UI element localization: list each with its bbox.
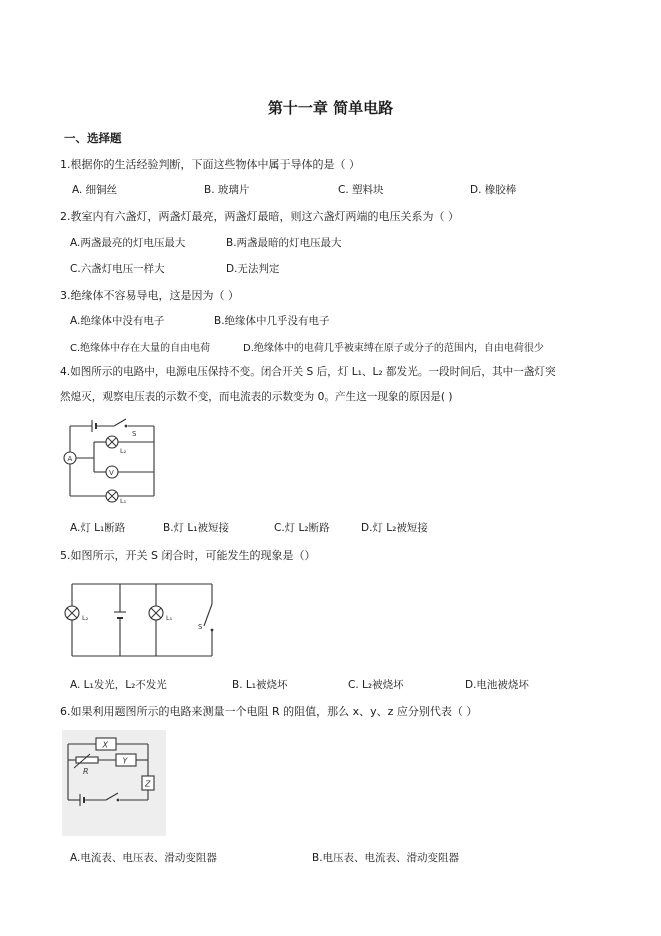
question-1-option-b: B. 玻璃片 [204, 184, 250, 196]
question-5-circuit-diagram [62, 578, 222, 662]
q4-label-ammeter: A [67, 455, 73, 463]
question-5-option-c: C. L₂被烧坏 [348, 679, 404, 691]
question-6-option-b: B.电压表、电流表、滑动变阻器 [312, 852, 460, 864]
q5-label-l1: L₁ [166, 614, 173, 622]
q4-label-voltmeter: V [109, 469, 114, 477]
question-5-option-a: A. L₁发光，L₂不发光 [70, 679, 167, 691]
question-4-stem-line-1: 4.如图所示的电路中，电源电压保持不变。闭合开关 S 后，灯 L₁、L₂ 都发光。一段时间后，其中一盏灯突 [60, 366, 556, 378]
question-2-option-d: D.无法判定 [226, 263, 280, 275]
question-5-option-d: D.电池被烧坏 [465, 679, 529, 691]
question-2-option-c: C.六盏灯电压一样大 [70, 263, 165, 275]
section-heading: 一、选择题 [64, 131, 122, 145]
question-2-option-a: A.两盏最亮的灯电压最大 [70, 237, 186, 249]
question-3-option-c: C.绝缘体中存在大量的自由电荷 [70, 343, 211, 354]
question-4-stem-line-2: 然熄灭，观察电压表的示数不变，而电流表的示数变为 0。产生这一现象的原因是( ) [60, 391, 453, 403]
q4-label-s: S [132, 430, 137, 438]
question-4-circuit-diagram [62, 414, 160, 508]
question-4-option-a: A.灯 L₁断路 [70, 522, 126, 534]
question-4-option-c: C.灯 L₂断路 [274, 522, 330, 534]
question-5-option-b: B. L₁被烧坏 [232, 679, 288, 691]
q5-label-l2: L₂ [82, 614, 89, 622]
q6-label-y: Y [122, 756, 128, 766]
question-1-option-c: C. 塑料块 [338, 184, 384, 196]
page-title: 第十一章 简单电路 [267, 99, 394, 117]
question-3-stem: 3.绝缘体不容易导电，这是因为（ ） [60, 289, 239, 302]
question-6-stem: 6.如果利用题图所示的电路来测量一个电阻 R 的阻值，那么 x、y、z 应分别代表（ ） [60, 705, 478, 718]
q6-label-r: R [83, 767, 89, 776]
q6-label-x: X [102, 740, 108, 750]
question-6-circuit-diagram [62, 730, 166, 836]
question-4-option-d: D.灯 L₂被短接 [361, 522, 428, 534]
q4-label-l2: L₂ [120, 447, 127, 455]
question-3-option-d: D.绝缘体中的电荷几乎被束缚在原子或分子的范围内，自由电荷很少 [243, 343, 544, 354]
q6-label-z: Z [145, 779, 151, 789]
question-1-stem: 1.根据你的生活经验判断，下面这些物体中属于导体的是（ ） [60, 158, 360, 171]
question-4-option-b: B.灯 L₁被短接 [163, 522, 229, 534]
question-5-stem: 5.如图所示，开关 S 闭合时，可能发生的现象是（） [60, 549, 316, 562]
question-3-option-b: B.绝缘体中几乎没有电子 [214, 315, 330, 327]
q5-label-s: S [198, 623, 203, 631]
question-2-stem: 2.教室内有六盏灯，两盏灯最亮，两盏灯最暗，则这六盏灯两端的电压关系为（ ） [60, 210, 459, 223]
question-6-option-a: A.电流表、电压表、滑动变阻器 [70, 852, 217, 864]
question-3-option-a: A.绝缘体中没有电子 [70, 315, 165, 327]
question-1-option-a: A. 细铜丝 [72, 184, 118, 196]
q4-label-l1: L₁ [120, 497, 127, 505]
question-1-option-d: D. 橡胶棒 [470, 184, 517, 196]
question-2-option-b: B.两盏最暗的灯电压最大 [226, 237, 342, 249]
